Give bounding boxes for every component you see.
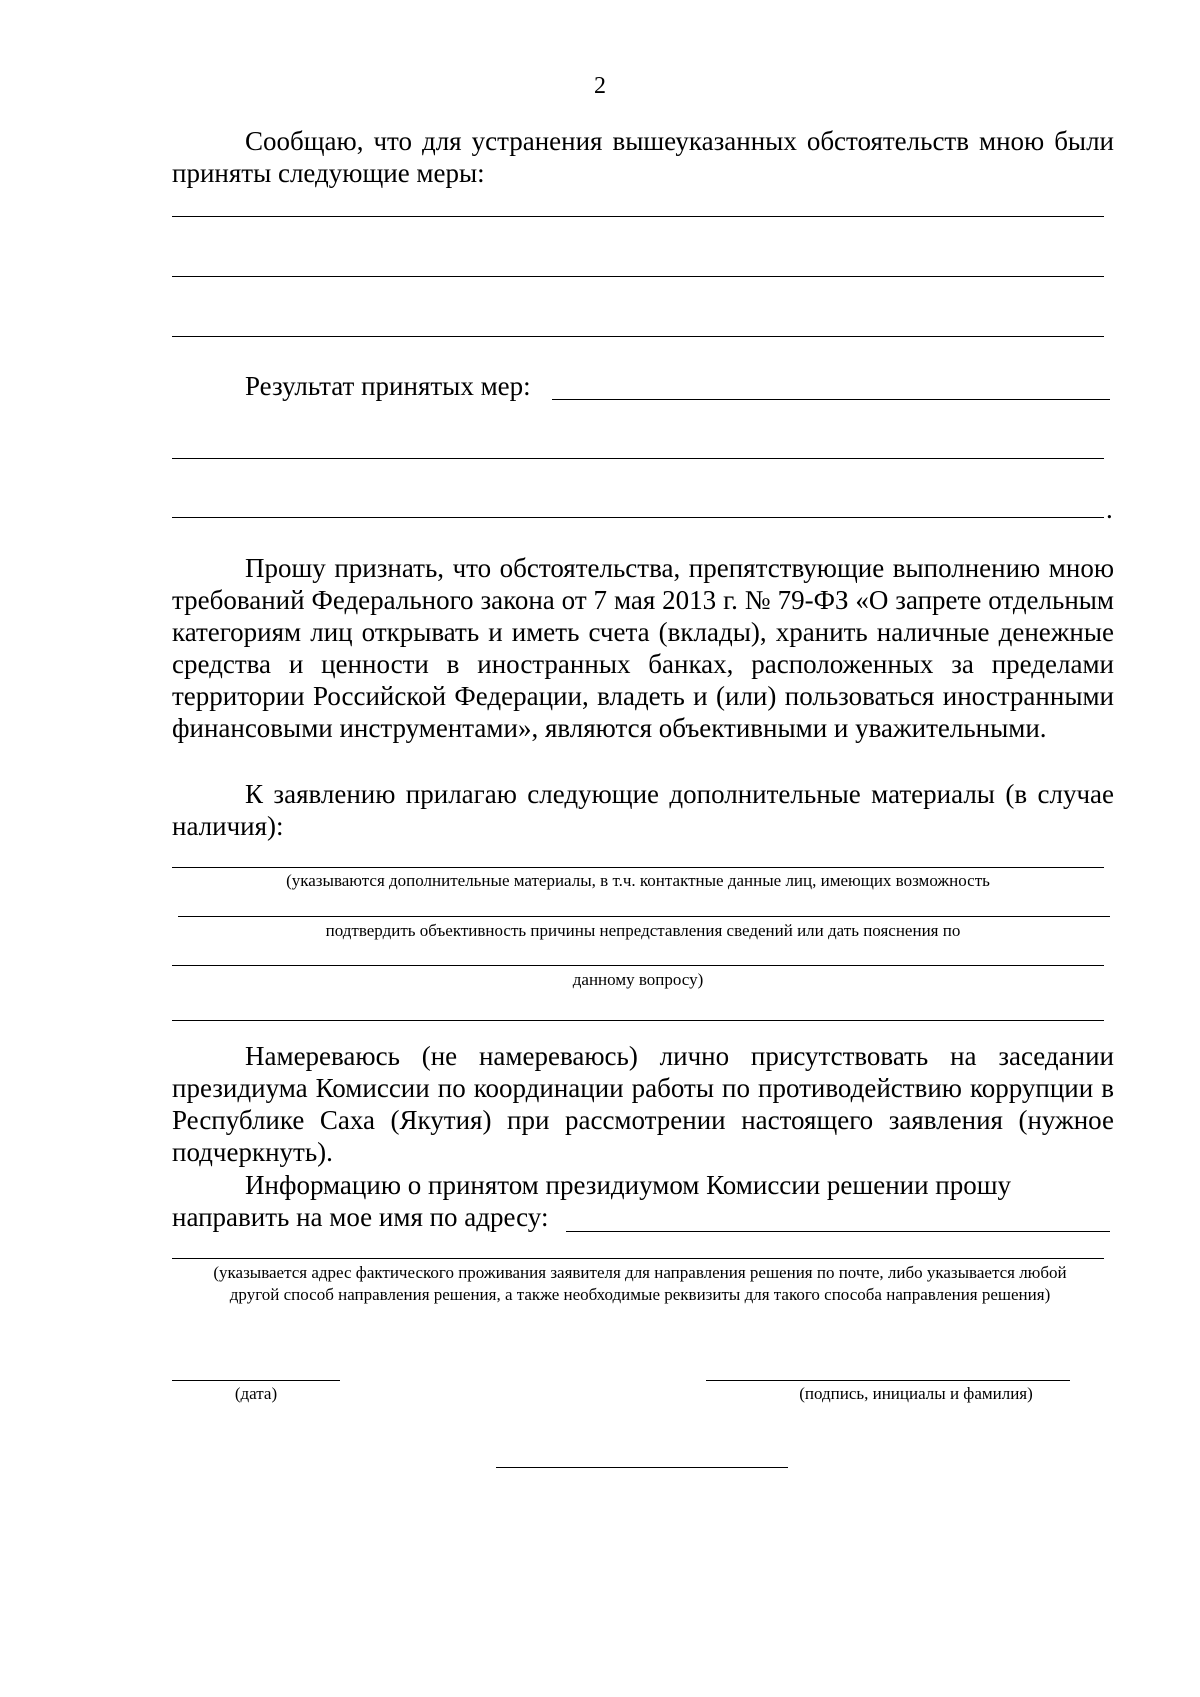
signature-label: (подпись, инициалы и фамилия) [799,1384,1033,1403]
decision-text-line-2: направить на мое имя по адресу: [172,1202,549,1232]
attachments-text: К заявлению прилагаю следующие дополнительные материалы (в случае наличия): [172,779,1114,841]
attachments-line-4[interactable] [172,1020,1104,1021]
decision-text-line-1: Информацию о принятом президиумом Комиссии решении прошу [245,1170,1012,1200]
result-label: Результат принятых мер: [245,371,531,401]
date-label: (дата) [234,1384,278,1403]
attendance-paragraph [172,1040,1114,1168]
request-paragraph [172,552,1114,744]
result-end-mark: . [1106,494,1113,524]
result-line-2[interactable] [172,458,1104,459]
measures-line-2[interactable] [172,276,1104,277]
address-line-2[interactable] [172,1258,1104,1259]
document-end-rule [496,1467,788,1468]
attendance-text: Намереваюсь (не намереваюсь) лично присутствовать на заседании президиума Комиссии по координации работы по противодействию коррупции в Республике Саха (Якутия) при рассмотрении настоящего заявления (нужное подчеркнуть). [172,1041,1114,1167]
signature-line[interactable] [706,1380,1070,1381]
result-line-3[interactable] [172,517,1104,518]
measures-line-3[interactable] [172,336,1104,337]
address-line-1[interactable] [566,1231,1110,1232]
attachments-line-2[interactable] [178,916,1110,917]
measures-intro-text: Сообщаю, что для устранения вышеуказанных обстоятельств мною были приняты следующие меры: [172,126,1114,188]
result-line-1[interactable] [552,399,1110,400]
attachments-hint-3: данному вопросу) [572,970,704,989]
request-text: Прошу признать, что обстоятельства, препятствующие выполнению мною требований Федерального закона от 7 мая 2013 г. № 79-ФЗ «О запрете отдельным категориям лиц открывать и иметь счета (вклады), хранить наличные денежные средства и ценности в иностранных банках, расположенных за пределами территории Российской Федерации, владеть и (или) пользоваться иностранными финансовыми инструментами», являются объективными и уважительными. [172,553,1114,743]
measures-line-1[interactable] [172,216,1104,217]
attachments-hint-2: подтвердить объективность причины непредставления сведений или дать пояснения по [325,921,961,940]
measures-intro [172,125,1114,189]
decision-paragraph [172,1169,1114,1201]
attachments-paragraph [172,778,1114,842]
page-number: 2 [594,73,606,99]
attachments-line-1[interactable] [172,867,1104,868]
date-line[interactable] [172,1380,340,1381]
attachments-line-3[interactable] [172,965,1104,966]
attachments-hint-1: (указываются дополнительные материалы, в т.ч. контактные данные лиц, имеющих возможность [286,871,990,890]
address-hint: (указывается адрес фактического проживания заявителя для направления решения по почте, либо указывается любой другой способ направления решения, а также необходимые реквизиты для такого способа направления решения) [213,1263,1067,1304]
